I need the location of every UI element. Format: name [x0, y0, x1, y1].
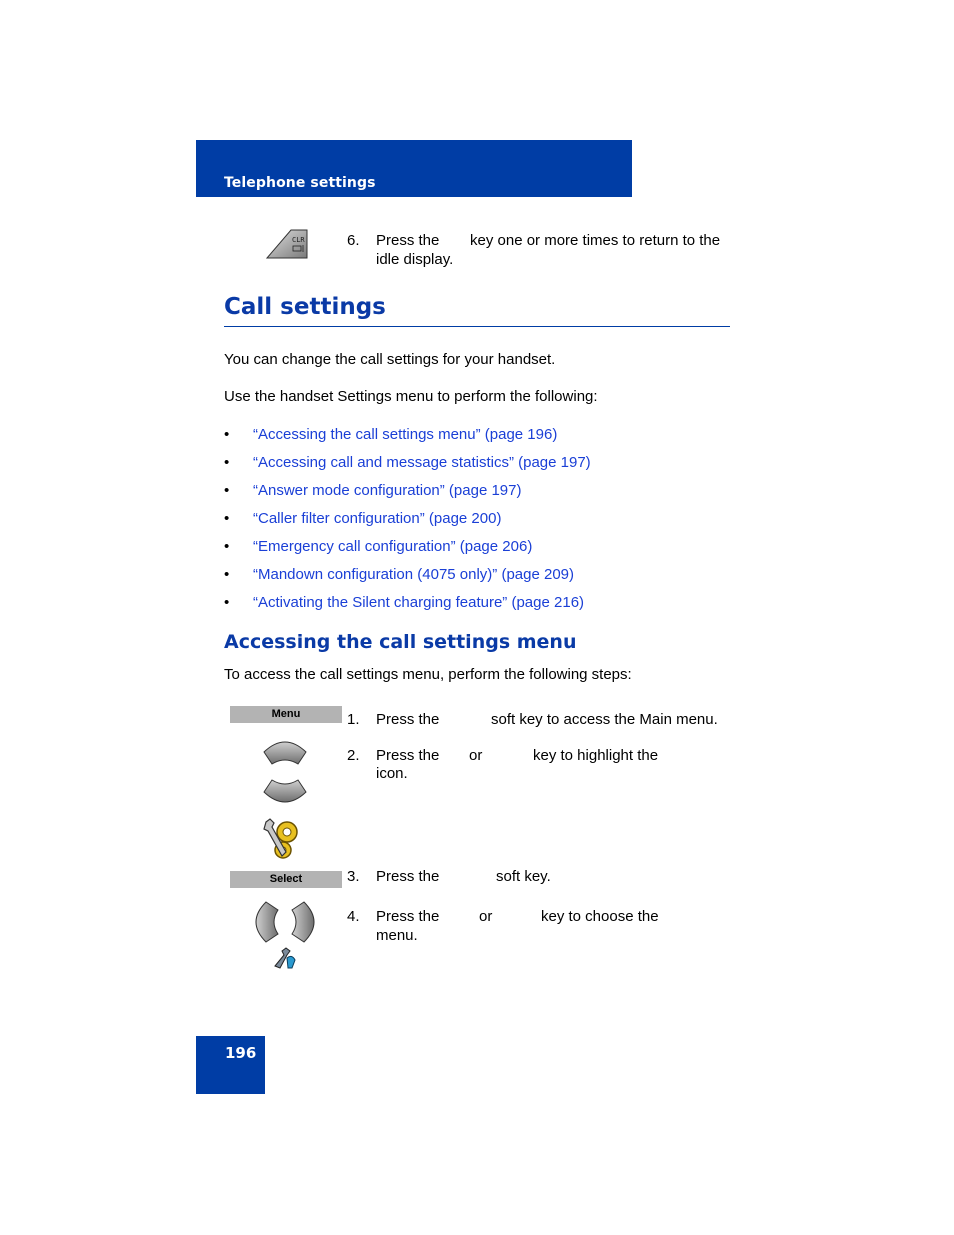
menu-softkey: Menu: [230, 706, 342, 723]
step-text: icon.: [376, 765, 408, 782]
step-text: Press the: [376, 711, 440, 728]
bullet: •: [224, 510, 230, 527]
subsection-heading: Accessing the call settings menu: [224, 631, 577, 653]
list-item: [224, 425, 557, 444]
right-key-icon: [292, 902, 314, 942]
cross-reference-link[interactable]: “Mandown configuration (4075 only)” (page 209): [253, 566, 575, 583]
heading-rule: [224, 326, 730, 327]
list-item: [224, 481, 521, 500]
list-item: [224, 453, 591, 472]
step-text: soft key to access the Main menu.: [491, 711, 718, 728]
cross-reference-link[interactable]: “Accessing the call settings menu” (page 196): [253, 426, 558, 443]
settings-icon: [260, 816, 304, 864]
step-text: or: [469, 747, 483, 764]
bullet: •: [224, 454, 230, 471]
lead-paragraph: Use the handset Settings menu to perform the following:: [224, 388, 598, 405]
bullet: •: [224, 594, 230, 611]
step-number: 6.: [347, 232, 360, 249]
select-softkey: Select: [230, 871, 342, 888]
svg-text:CLR: CLR: [292, 236, 305, 244]
left-key-icon: [256, 902, 278, 942]
cross-reference-link[interactable]: “Activating the Silent charging feature” (page 216): [253, 594, 585, 611]
step-text: key to highlight the: [533, 747, 659, 764]
step-number: 3.: [347, 868, 360, 885]
cross-reference-link[interactable]: “Emergency call configuration” (page 206): [253, 538, 533, 555]
step-text: Press the: [376, 908, 440, 925]
list-item: [224, 537, 532, 556]
step-text: menu.: [376, 927, 418, 944]
step-text: key one or more times to return to the: [470, 232, 721, 249]
step-number: 1.: [347, 711, 360, 728]
list-item: [224, 565, 574, 584]
bullet: •: [224, 426, 230, 443]
list-item: [224, 593, 584, 612]
step-text: or: [479, 908, 493, 925]
step-text: idle display.: [376, 251, 454, 268]
up-key-icon: [264, 742, 306, 764]
section-heading: Call settings: [224, 294, 386, 320]
bullet: •: [224, 538, 230, 555]
clr-key-icon: [265, 228, 309, 260]
bullet: •: [224, 482, 230, 499]
section-header-title: Telephone settings: [224, 175, 376, 191]
cross-reference-link[interactable]: “Accessing call and message statistics” (page 197): [253, 454, 591, 471]
step-text: key to choose the: [541, 908, 659, 925]
list-item: [224, 509, 501, 528]
page-number: 196: [225, 1044, 257, 1062]
cross-reference-link[interactable]: “Answer mode configuration” (page 197): [253, 482, 522, 499]
step-number: 2.: [347, 747, 360, 764]
cross-reference-link[interactable]: “Caller filter configuration” (page 200): [253, 510, 502, 527]
call-settings-icon: [272, 946, 298, 970]
left-right-navigation-keys-icon: [252, 900, 318, 944]
step-text: Press the: [376, 868, 440, 885]
bullet: •: [224, 566, 230, 583]
down-key-icon: [264, 780, 306, 802]
step-text: Press the: [376, 747, 440, 764]
subsection-intro: To access the call settings menu, perform the following steps:: [224, 666, 632, 683]
intro-paragraph: You can change the call settings for your handset.: [224, 351, 556, 368]
step-number: 4.: [347, 908, 360, 925]
up-down-navigation-keys-icon: [262, 738, 308, 806]
step-text: Press the: [376, 232, 440, 249]
step-text: soft key.: [496, 868, 551, 885]
